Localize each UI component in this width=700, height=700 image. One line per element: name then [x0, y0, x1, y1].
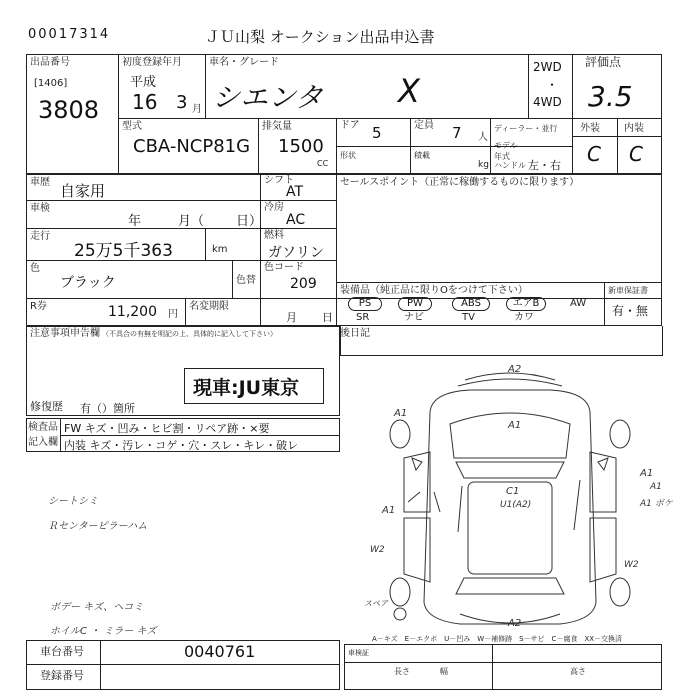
capacity-unit: 人 — [478, 132, 488, 143]
shift-value: AT — [286, 184, 304, 200]
handwritten-note-3: ボデー キズ、ヘコミ — [50, 602, 144, 613]
color-value: ブラック — [60, 275, 116, 291]
color-code-label: 色コード — [264, 262, 304, 273]
warranty-label: 新車保証書 — [608, 286, 648, 295]
handle-label: ハンドル — [494, 161, 526, 170]
damage-legend: A－キズ E－エクボ U－凹み W－補修跡 S－サビ C－腐食 XX－交換済 — [372, 635, 623, 643]
diagram-mark-9: A1 ボケ — [640, 499, 673, 509]
load-label: 積載 — [414, 151, 430, 160]
diagram-mark-13: A2 — [508, 618, 522, 629]
notes-label: 注意事項申告欄 — [30, 328, 100, 339]
diagram-mark-10: W2 — [370, 545, 385, 555]
dealer-label: ディーラー・並行 — [494, 124, 558, 133]
mileage-unit: km — [212, 244, 228, 255]
recycle-label: R券 — [30, 301, 47, 312]
car-damage-diagram — [360, 362, 660, 632]
displacement-label: 排気量 — [262, 121, 292, 132]
cert-label: 車検証 — [348, 649, 369, 657]
name-change-month: 月 — [286, 311, 297, 324]
form-serial: 00017314 — [28, 27, 111, 42]
diagram-mark-11: W2 — [624, 560, 639, 570]
repair-value: 有（）箇所 — [80, 402, 135, 415]
equip-aw: AW — [570, 298, 587, 309]
equip-abs: ABS — [452, 297, 490, 311]
diagram-mark-5: C1 — [506, 486, 520, 497]
diagram-mark-4: A1 — [640, 468, 654, 479]
diagram-mark-1: A2 — [508, 364, 522, 375]
chassis-label: 車台番号 — [40, 645, 84, 658]
score-label: 評価点 — [585, 55, 622, 69]
lot-label: 出品番号 — [30, 57, 70, 68]
ac-value: AC — [286, 212, 306, 228]
shift-label: シフト — [264, 175, 294, 186]
doors-label: ドア — [340, 120, 360, 131]
model-label: 型式 — [122, 121, 142, 132]
recycle-unit: 円 — [168, 309, 178, 320]
recycle-value: 11,200 — [108, 304, 157, 320]
ac-label: 冷房 — [264, 202, 284, 213]
color-change-label: 色替 — [236, 275, 256, 286]
drive-dot: ・ — [546, 78, 559, 92]
registration-number-label: 登録番号 — [40, 669, 84, 682]
equip-ps: PS — [348, 297, 382, 311]
handwritten-note-2: Ｒセンターピラーハム — [48, 521, 148, 532]
equip-sr: SR — [356, 312, 370, 323]
location-stamp-text: 現車:JU東京 — [193, 377, 300, 399]
equipment-label: 装備品（純正品に限りOをつけて下さい） — [340, 285, 528, 296]
diagram-mark-3: A1 — [508, 420, 522, 431]
inspection-label-2: 記入欄 — [28, 437, 58, 448]
registration-year: 16 — [132, 90, 158, 114]
diagram-mark-12: スペア — [364, 599, 388, 608]
location-stamp — [184, 368, 324, 404]
equip-tv: TV — [462, 312, 475, 323]
color-label: 色 — [30, 263, 40, 274]
height-label: 高さ — [570, 667, 586, 676]
accident-label: 後日記 — [340, 328, 370, 339]
inspection-row-2: 内装 キズ・汚レ・コゲ・穴・スレ・キレ・破レ — [64, 439, 299, 452]
notes-subtitle: （不具合の有無を明記の上、具体的に記入して下さい） — [102, 330, 277, 338]
sales-point-label: セールスポイント（正常に稼働するものに限ります） — [340, 177, 580, 188]
shaken-day: 日） — [236, 214, 263, 229]
car-name: シエンタ — [212, 81, 323, 114]
capacity-label: 定員 — [414, 120, 434, 131]
chassis-value: 0040761 — [184, 642, 256, 661]
doors-value: 5 — [372, 124, 382, 142]
name-change-label: 名変期限 — [189, 301, 229, 312]
diagram-mark-8: A1 — [650, 482, 662, 492]
handwritten-note-4: ホイルC ・ ミラー キズ — [50, 626, 157, 637]
drive-4wd: 4WD — [533, 95, 562, 109]
exterior-label: 外装 — [580, 123, 600, 134]
handle-value: 左・右 — [528, 159, 561, 172]
equip-leather: カワ — [514, 312, 534, 323]
interior-grade: C — [629, 142, 643, 166]
displacement-value: 1500 — [278, 136, 324, 157]
handwritten-note-1: シートシミ — [48, 496, 98, 507]
shaken-label: 車検 — [30, 203, 50, 214]
name-change-day: 日 — [322, 311, 333, 324]
inspection-row-1: FW キズ・凹み・ヒビ割・リペア跡・×要 — [64, 422, 270, 435]
shape-label: 形状 — [340, 151, 356, 160]
car-grade: X — [398, 72, 420, 110]
shaken-year: 年 — [128, 214, 142, 229]
registration-month-unit: 月 — [192, 104, 202, 115]
equip-pw: PW — [398, 297, 432, 311]
interior-label: 内装 — [624, 123, 644, 134]
equip-airbag: エアB — [506, 297, 546, 311]
equip-navi: ナビ — [404, 312, 424, 323]
repair-label: 修復歴 — [30, 400, 63, 413]
lot-small-number: [1406] — [34, 78, 68, 89]
mileage-value: 25万5千363 — [74, 241, 173, 261]
exterior-grade: C — [587, 142, 601, 166]
diagram-mark-6: U1(A2) — [500, 500, 532, 510]
registration-era: 平成 — [130, 75, 157, 90]
capacity-value: 7 — [452, 124, 462, 142]
footer-right-frame — [344, 644, 662, 690]
fuel-label: 燃料 — [264, 230, 284, 241]
inspection-label-1: 検査品 — [28, 422, 58, 433]
registration-month: 3 — [176, 92, 188, 113]
shaken-month: 月（ — [178, 214, 205, 229]
mileage-label: 走行 — [30, 231, 50, 242]
score-value: 3.5 — [588, 80, 633, 113]
use-value: 自家用 — [60, 182, 106, 200]
displacement-unit: CC — [317, 159, 329, 168]
diagram-mark-2: A1 — [394, 408, 408, 419]
load-unit: kg — [478, 160, 489, 170]
model-value: CBA-NCP81G — [133, 136, 251, 157]
width-label: 幅 — [440, 667, 448, 676]
color-code-value: 209 — [290, 276, 317, 292]
model-year-label: モデル年式 — [494, 141, 518, 161]
registration-label: 初度登録年月 — [122, 57, 182, 68]
form-title: ＪＵ山梨 オークション出品申込書 — [205, 28, 435, 46]
drive-2wd: 2WD — [533, 60, 562, 74]
fuel-value: ガソリン — [268, 245, 324, 261]
car-label: 車名・グレード — [209, 57, 279, 68]
length-label: 長さ — [394, 667, 410, 676]
warranty-value: 有・無 — [612, 304, 649, 318]
use-label: 車歴 — [30, 177, 50, 188]
diagram-mark-7: A1 — [382, 505, 396, 516]
lot-number: 3808 — [38, 96, 100, 124]
